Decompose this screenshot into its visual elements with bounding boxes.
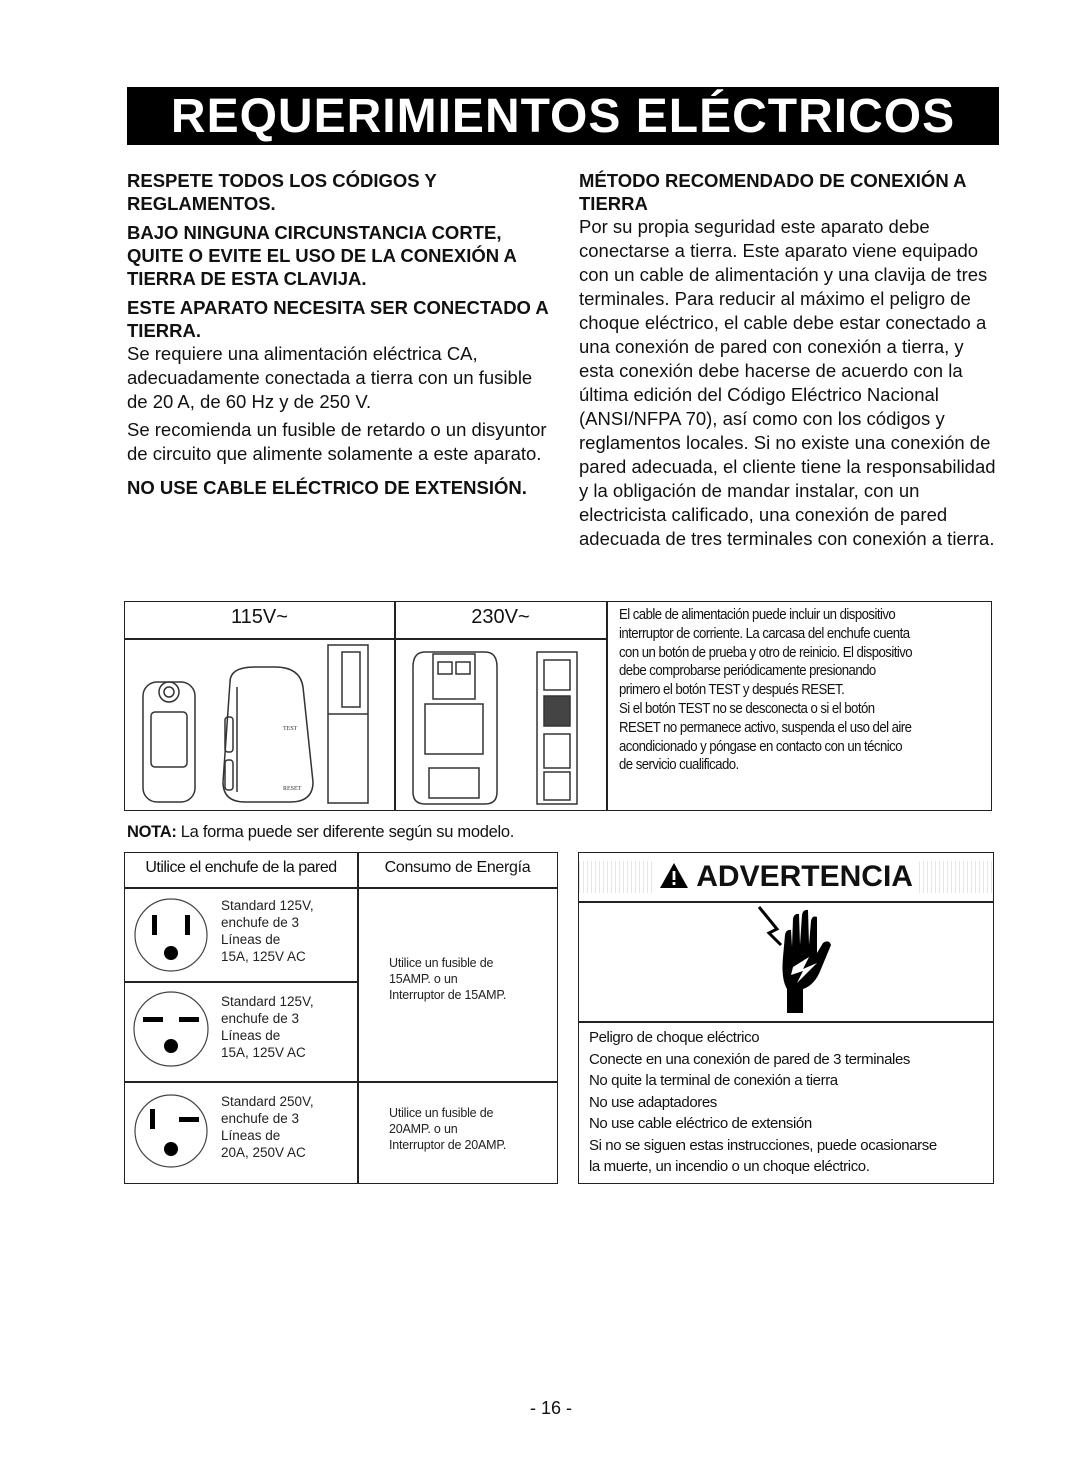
paragraph-power: Se requiere una alimentación eléctrica CA, adecuadamente conectada a tierra con un fusible de 20 A, de 60 Hz y de 250 V. [127, 343, 533, 412]
heading-codes: RESPETE TODOS LOS CÓDIGOS Y REGLAMENTOS. [127, 170, 437, 214]
note [127, 823, 514, 842]
header-power-consumption: Consumo de Energía [384, 859, 531, 876]
gfci-description: El cable de alimentación puede incluir un dispositivo interruptor de corriente. La carcasa del enchufe cuenta con un botón de prueba y otro de reinicio. El dispositivo debe comprobarse periódicamente presionando primero el botón TEST y después RESET. Si el botón TEST no se desconecta o si el botón RESET no permanece activo, suspenda el uso del aire acondicionado y póngase en contacto con un técnico de servicio cualificado. [619, 607, 913, 774]
header-wall-outlet: Utilice el enchufe de la pared [145, 859, 337, 876]
left-column [127, 169, 552, 505]
label-115v: 115V~ [231, 606, 288, 628]
outlet-20a-250v-icon [131, 1091, 211, 1171]
plug-230v-illustration [405, 642, 600, 807]
reset-button-label: RESET [283, 786, 302, 792]
heading-ground-method: MÉTODO RECOMENDADO DE CONEXIÓN A TIERRA [579, 170, 966, 214]
paragraph-fuse: Se recomienda un fusible de retardo o un disyuntor de circuito que alimente solamente a este aparato. [127, 419, 547, 464]
right-column [579, 169, 999, 551]
fuse-15amp-text: Utilice un fusible de 15AMP. o un Interruptor de 15AMP. [389, 956, 507, 1002]
note-label: NOTA: [127, 823, 177, 841]
fuse-20amp-text: Utilice un fusible de 20AMP. o un Interruptor de 20AMP. [389, 1106, 507, 1152]
label-230v: 230V~ [471, 606, 530, 628]
warning-box [578, 852, 994, 1184]
plug-figure-table [124, 601, 992, 811]
heading-ground-warning: BAJO NINGUNA CIRCUNSTANCIA CORTE, QUITE O EVITE EL USO DE LA CONEXIÓN A TIERRA DE ESTA CLAVIJA. [127, 222, 517, 289]
note-text: La forma puede ser diferente según su modelo. [176, 823, 515, 841]
paragraph-ground-method: Por su propia seguridad este aparato debe conectarse a tierra. Este aparato viene equipado con un cable de alimentación y una clavija de tres terminales. Para reducir al máximo el peligro de choque eléctrico, el cable debe estar conectado a una conexión de pared con conexión a tierra, y esta conexión debe hacerse de acuerdo con la última edición del Código Eléctrico Nacional (ANSI/NFPA 70), así como con los códigos y reglamentos locales. Si no existe una conexión de pared adecuada, el cliente tiene la responsabilidad y la obligación de mandar instalar, con un electricista calificado, una conexión de pared adecuada de tres terminales con conexión a tierra. [579, 216, 996, 549]
warning-header [579, 859, 993, 895]
warning-triangle-icon [659, 862, 689, 889]
outlet-table [124, 852, 558, 1184]
page-number: - 16 - [529, 1398, 572, 1418]
warning-text: Peligro de choque eléctrico Conecte en una conexión de pared de 3 terminales No quite la terminal de conexión a tierra No use adaptadores No use cable eléctrico de extensión Si no se siguen estas instrucciones, puede ocasionarse la muerte, un incendio o un choque eléctrico. [589, 1029, 937, 1175]
outlet-row-3-text: Standard 250V, enchufe de 3 Líneas de 20A, 250V AC [221, 1094, 314, 1160]
outlet-15a-125v-alt-icon [131, 988, 211, 1070]
electric-shock-icon [755, 905, 855, 1017]
plug-115v-illustration [135, 642, 390, 807]
outlet-15a-125v-icon [131, 895, 211, 975]
heading-no-extension: NO USE CABLE ELÉCTRICO DE EXTENSIÓN. [127, 477, 527, 498]
test-button-label: TEST [283, 726, 298, 732]
page-title: REQUERIMIENTOS ELÉCTRICOS [127, 87, 999, 145]
heading-must-ground: ESTE APARATO NECESITA SER CONECTADO A TIERRA. [127, 297, 549, 341]
warning-title: ADVERTENCIA [696, 860, 913, 893]
outlet-row-2-text: Standard 125V, enchufe de 3 Líneas de 15A, 125V AC [221, 994, 314, 1060]
outlet-row-1-text: Standard 125V, enchufe de 3 Líneas de 15A, 125V AC [221, 898, 314, 964]
